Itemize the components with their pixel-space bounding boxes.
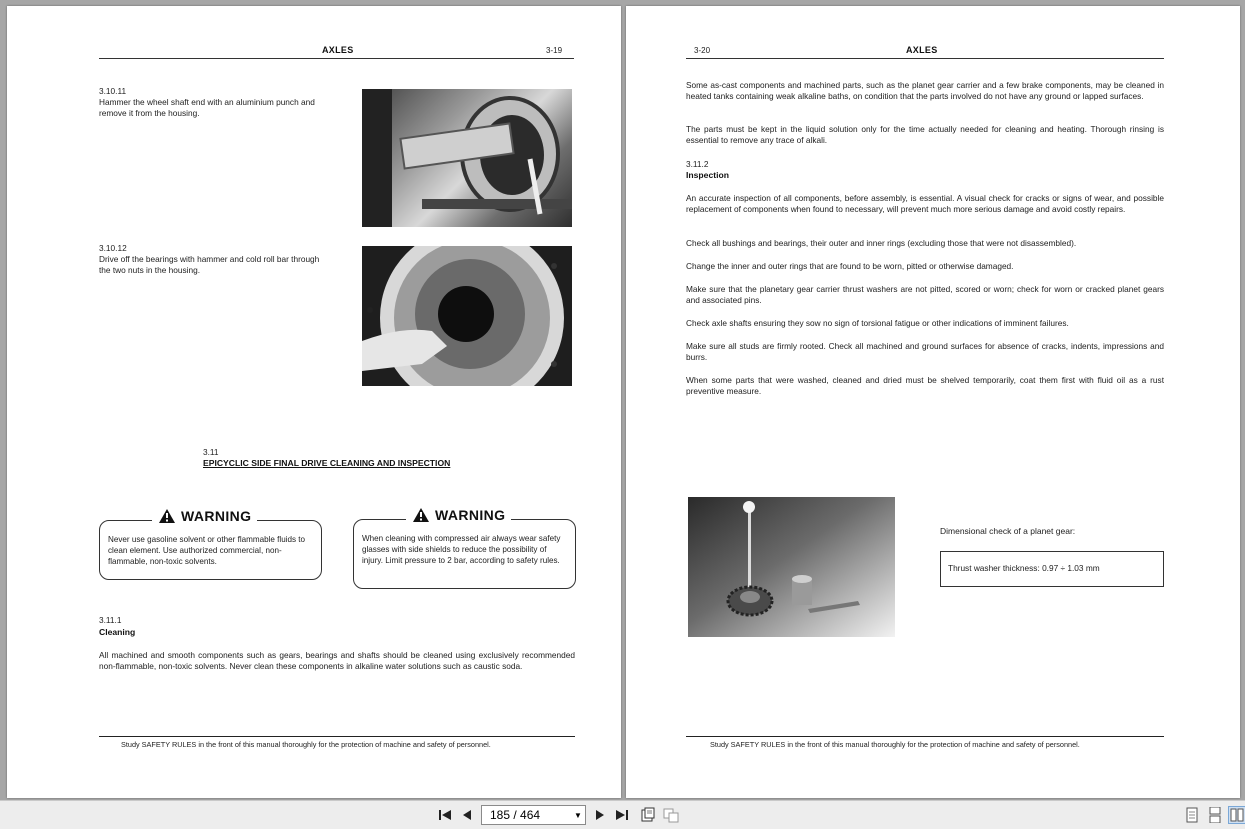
- header-title: AXLES: [322, 45, 354, 55]
- page-number-field[interactable]: [481, 805, 586, 825]
- body-paragraph: Make sure all studs are firmly rooted. Check all machined and ground surfaces for absence of cracks, indents, impressions and burrs.: [686, 341, 1164, 362]
- step-number: 3.10.11: [99, 86, 127, 96]
- warning-box-flammable: [99, 520, 322, 580]
- section-number: 3.11.1: [99, 615, 122, 625]
- warning-text: When cleaning with compressed air always wear safety glasses with side shields to reduce the possibility of injury. Limit pressure to 2 bar, according to safety rules.: [362, 534, 561, 565]
- body-paragraph: When some parts that were washed, cleaned and dried must be shelved temporarily, coat them first with fluid oil as a rust preventive measure.: [686, 375, 1164, 396]
- two-page-icon[interactable]: [1228, 806, 1245, 824]
- wheel-shaft-illustration: [362, 89, 572, 227]
- body-paragraph: Make sure that the planetary gear carrier thrust washers are not pitted, scored or worn; check for worn or cracked planet gears and associated pins.: [686, 284, 1164, 305]
- planet-gear-illustration: [688, 497, 895, 637]
- prev-page-icon[interactable]: [458, 806, 476, 824]
- chevron-down-icon[interactable]: ▼: [574, 810, 582, 820]
- spec-value: Thrust washer thickness: 0.97 ÷ 1.03 mm: [948, 563, 1100, 573]
- viewer-toolbar: [0, 800, 1245, 829]
- body-paragraph: Check all bushings and bearings, their outer and inner rings (excluding those that were not disassembled).: [686, 238, 1077, 248]
- body-paragraph: An accurate inspection of all components, before assembly, is essential. A visual check for cracks or signs of wear, and possible replacement of components when found to necessary, will prevent much more serious damage and avoid costly repairs.: [686, 193, 1164, 214]
- section-title: EPICYCLIC SIDE FINAL DRIVE CLEANING AND INSPECTION: [203, 458, 451, 468]
- section-title: Inspection: [686, 170, 729, 180]
- warning-box-compressed-air: [353, 519, 576, 589]
- page-3-20: [626, 6, 1240, 798]
- header-title: AXLES: [906, 45, 938, 55]
- fit-width-icon[interactable]: [662, 806, 680, 824]
- warning-heading: [152, 508, 257, 524]
- footer-text: Study SAFETY RULES in the front of this manual thoroughly for the protection of machine and safety of personnel.: [121, 740, 491, 749]
- warning-heading: [406, 507, 511, 523]
- warning-icon: [412, 507, 430, 523]
- section-number: 3.11.2: [686, 159, 709, 169]
- page-3-19: [7, 6, 621, 798]
- warning-label: WARNING: [181, 508, 252, 524]
- body-paragraph: All machined and smooth components such as gears, bearings and shafts should be cleaned using exclusively recommended non-flammable, non-toxic solvents. Never clean these components in alkaline water solutions such as caustic soda.: [99, 650, 575, 671]
- step-text: Drive off the bearings with hammer and cold roll bar through the two nuts in the housing.: [99, 254, 320, 275]
- footer-text: Study SAFETY RULES in the front of this manual thoroughly for the protection of machine and safety of personnel.: [710, 740, 1080, 749]
- header-rule: [686, 58, 1164, 59]
- step-text: Hammer the wheel shaft end with an aluminium punch and remove it from the housing.: [99, 97, 315, 118]
- page-number: 3-19: [546, 46, 563, 55]
- step-number: 3.10.12: [99, 243, 127, 253]
- warning-icon: [158, 508, 176, 524]
- body-paragraph: Change the inner and outer rings that are found to be worn, pitted or otherwise damaged.: [686, 261, 1014, 271]
- section-title: Cleaning: [99, 627, 136, 637]
- continuous-icon[interactable]: [1206, 806, 1224, 824]
- body-paragraph: The parts must be kept in the liquid solution only for the time actually needed for cleaning and heating. Thorough rinsing is essential to remove any trace of alkali.: [686, 124, 1164, 145]
- bearing-removal-photo: [362, 246, 572, 386]
- header-rule: [99, 58, 574, 59]
- first-page-icon[interactable]: [436, 806, 454, 824]
- fit-page-icon[interactable]: [639, 806, 657, 824]
- single-page-icon[interactable]: [1183, 806, 1201, 824]
- wheel-shaft-photo: [362, 89, 572, 227]
- page-indicator: 185 / 464: [490, 808, 541, 822]
- body-paragraph: Some as-cast components and machined parts, such as the planet gear carrier and a few brake components, may be cleaned in heated tanks containing weak alkaline baths, on condition that the parts involved do not have any ground or lapped surfaces.: [686, 80, 1164, 101]
- section-number: 3.11: [203, 447, 219, 457]
- page-number: 3-20: [694, 46, 711, 55]
- last-page-icon[interactable]: [613, 806, 631, 824]
- footer-rule: [686, 736, 1164, 737]
- spec-box: [940, 551, 1164, 587]
- figure-caption: Dimensional check of a planet gear:: [940, 526, 1076, 536]
- body-paragraph: Check axle shafts ensuring they sow no sign of torsional fatigue or other indications of imminent failures.: [686, 318, 1069, 328]
- planet-gear-check-photo: [688, 497, 895, 637]
- warning-text: Never use gasoline solvent or other flammable fluids to clean element. Use authorized commercial, non-flammable, non-toxic solvents.: [108, 535, 306, 566]
- next-page-icon[interactable]: [591, 806, 609, 824]
- footer-rule: [99, 736, 575, 737]
- warning-label: WARNING: [435, 507, 506, 523]
- bearing-illustration: [362, 246, 572, 386]
